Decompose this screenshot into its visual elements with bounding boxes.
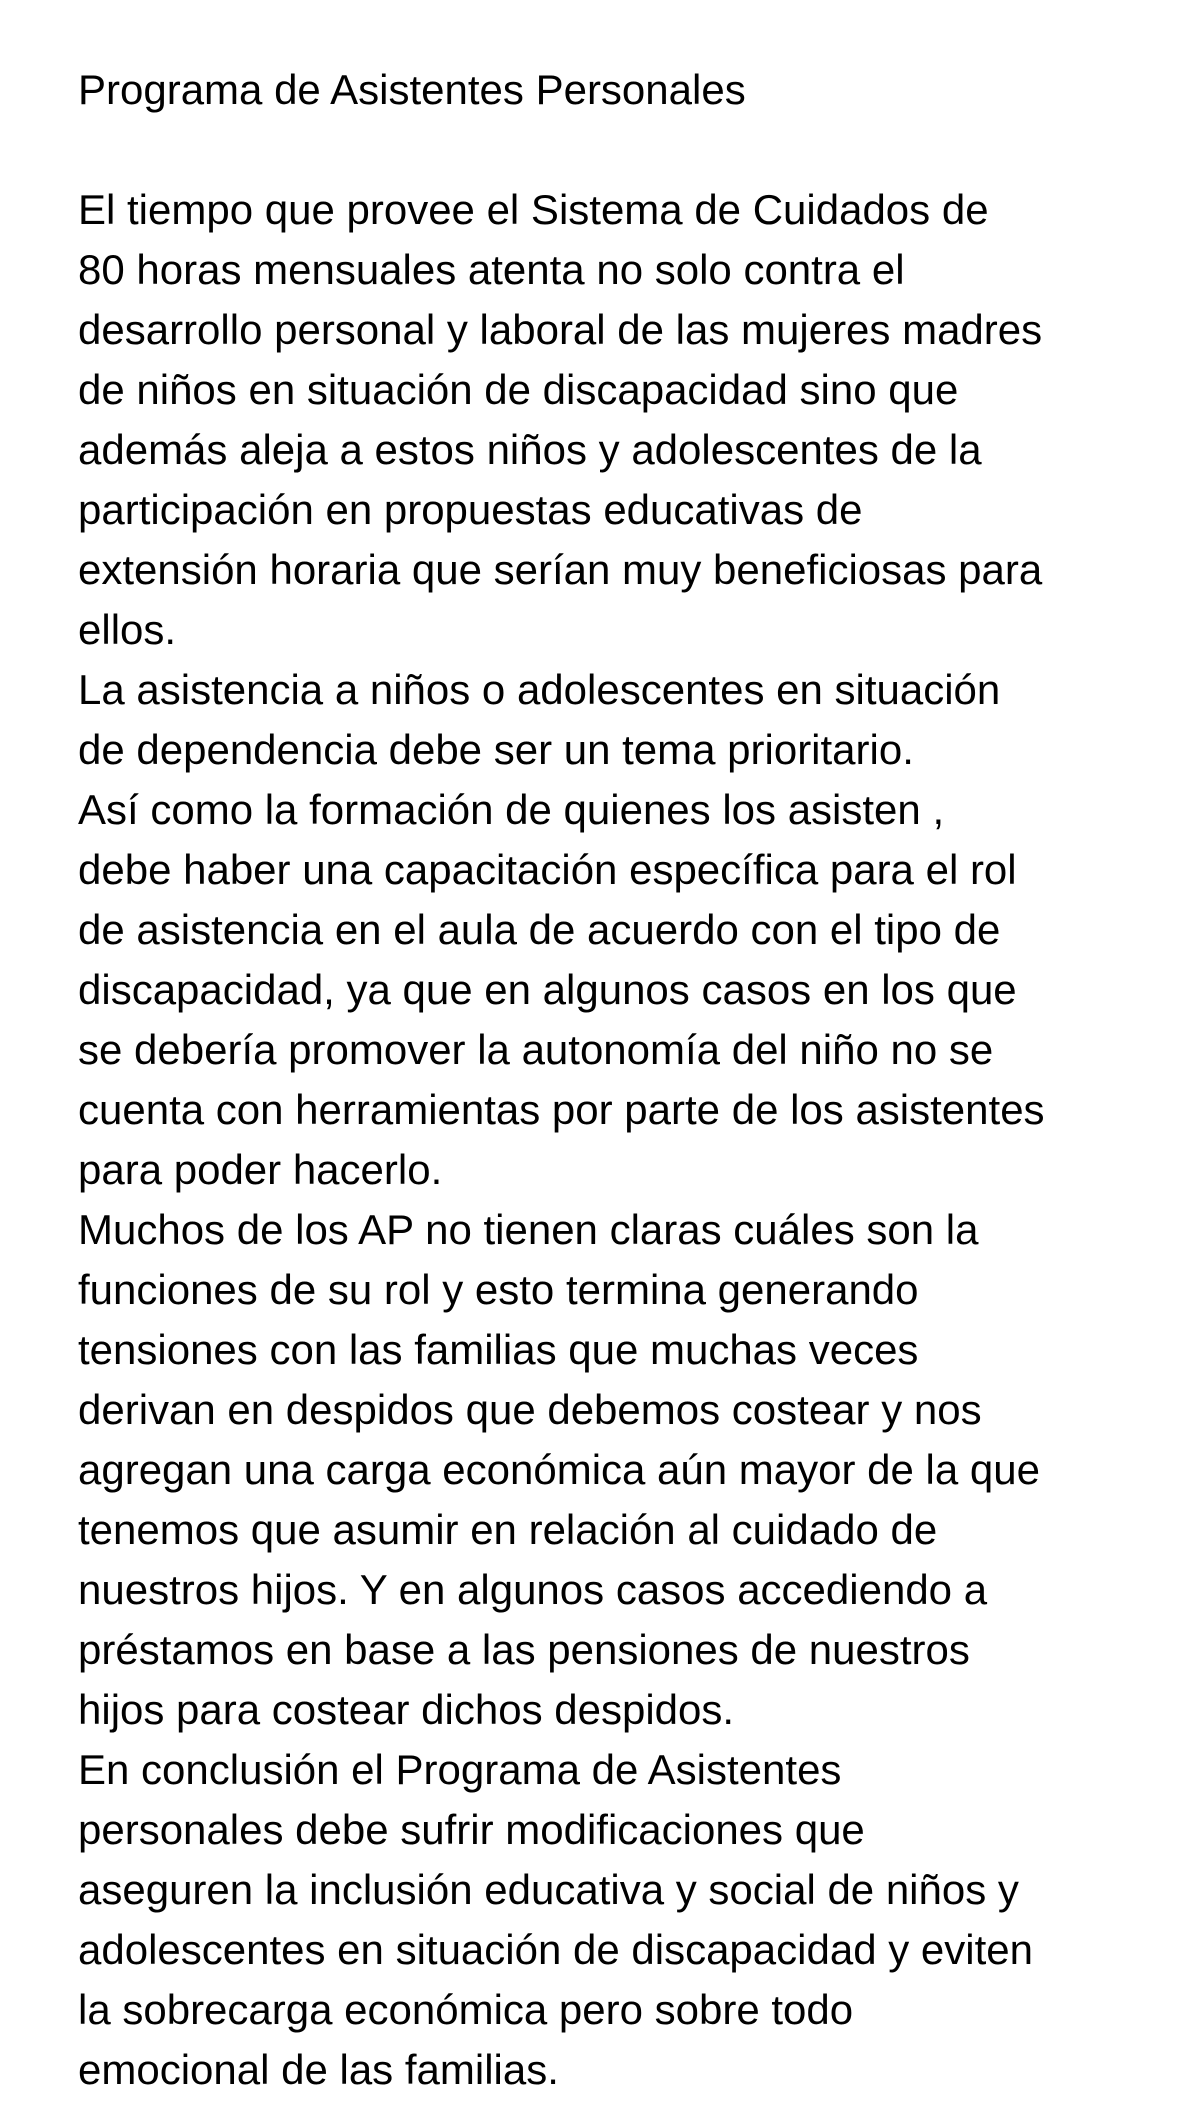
text-line: adolescentes en situación de discapacidad y eviten: [78, 1926, 1033, 1973]
document-title: Programa de Asistentes Personales: [78, 66, 746, 113]
text-line: agregan una carga económica aún mayor de la que: [78, 1446, 1040, 1493]
text-line: 80 horas mensuales atenta no solo contra el: [78, 246, 905, 293]
text-line: préstamos en base a las pensiones de nuestros: [78, 1626, 970, 1673]
text-line: se debería promover la autonomía del niño no se: [78, 1026, 994, 1073]
text-line: de asistencia en el aula de acuerdo con el tipo de: [78, 906, 1001, 953]
text-line: debe haber una capacitación específica para el rol: [78, 846, 1017, 893]
text-line: participación en propuestas educativas de: [78, 486, 863, 533]
text-line: En conclusión el Programa de Asistentes: [78, 1746, 842, 1793]
text-line: la sobrecarga económica pero sobre todo: [78, 1986, 854, 2033]
text-line: desarrollo personal y laboral de las mujeres madres: [78, 306, 1043, 353]
text-line: personales debe sufrir modificaciones que: [78, 1806, 865, 1853]
text-line: hijos para costear dichos despidos.: [78, 1686, 735, 1733]
text-line: además aleja a estos niños y adolescentes de la: [78, 426, 982, 473]
text-line: tenemos que asumir en relación al cuidado de: [78, 1506, 938, 1553]
blank-line: [78, 120, 1139, 180]
text-line: funciones de su rol y esto termina generando: [78, 1266, 919, 1313]
text-line: cuenta con herramientas por parte de los asistentes: [78, 1086, 1045, 1133]
text-line: de dependencia debe ser un tema prioritario.: [78, 726, 914, 773]
text-line: El tiempo que provee el Sistema de Cuidados de: [78, 186, 989, 233]
text-line: aseguren la inclusión educativa y social de niños y: [78, 1866, 1019, 1913]
text-line: Así como la formación de quienes los asisten ,: [78, 786, 945, 833]
text-line: de niños en situación de discapacidad sino que: [78, 366, 959, 413]
text-line: tensiones con las familias que muchas veces: [78, 1326, 919, 1373]
text-line: Muchos de los AP no tienen claras cuáles son la: [78, 1206, 979, 1253]
text-line: para poder hacerlo.: [78, 1146, 443, 1193]
text-line: La asistencia a niños o adolescentes en situación: [78, 666, 1001, 713]
text-line: ellos.: [78, 606, 177, 653]
text-line: discapacidad, ya que en algunos casos en los que: [78, 966, 1017, 1013]
text-line: emocional de las familias.: [78, 2046, 559, 2093]
text-line: extensión horaria que serían muy beneficiosas para: [78, 546, 1043, 593]
text-line: derivan en despidos que debemos costear y nos: [78, 1386, 982, 1433]
text-line: nuestros hijos. Y en algunos casos accediendo a: [78, 1566, 988, 1613]
document-body: [78, 180, 1139, 2100]
